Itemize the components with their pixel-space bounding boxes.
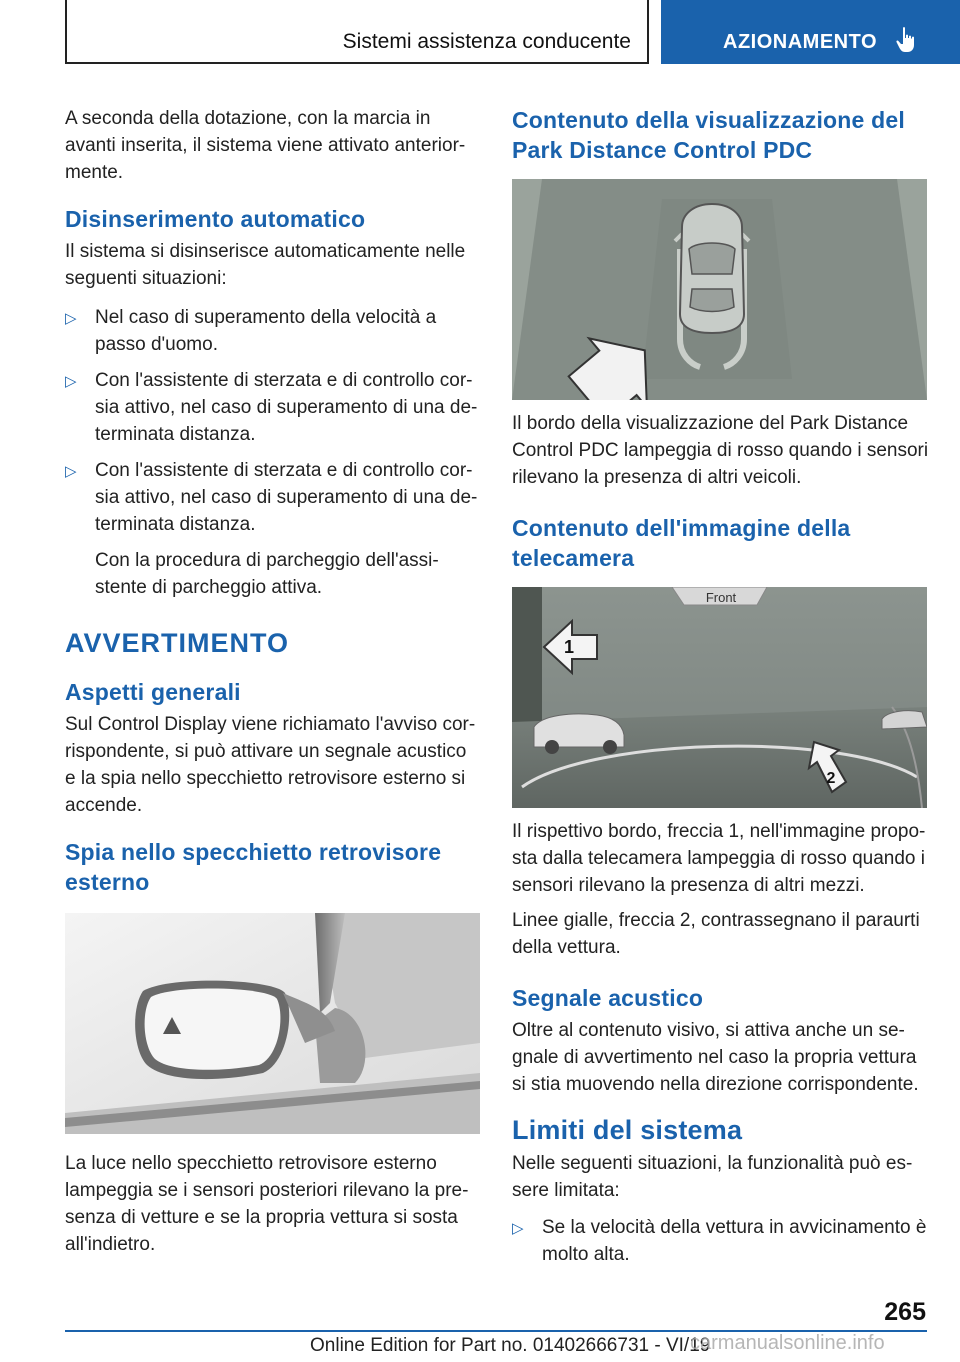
triangle-right-icon: ▷ <box>512 1220 524 1237</box>
camera-view-illustration <box>512 587 927 808</box>
pdc-drawing <box>512 179 927 400</box>
header-section-box <box>65 0 649 64</box>
auto-off-text: Il sistema si disinserisce automaticamente nelle seguenti situazioni: <box>65 241 466 289</box>
chapter-title: AZIONAMENTO <box>723 31 878 53</box>
chapter-tab[interactable] <box>661 0 960 64</box>
hand-pointer-icon <box>895 26 919 54</box>
limits-text: Nelle seguenti situazioni, la funzionalità può essere limitata: <box>512 1153 913 1201</box>
camera-arrow-1-label: 1 <box>563 637 575 657</box>
list-item: ▷ Nel caso di superamento della velocità a passo d'uomo. <box>65 307 437 355</box>
auto-off-heading: Disinserimento automatico <box>65 206 366 232</box>
general-heading: Aspetti generali <box>65 679 241 705</box>
mirror-illustration <box>65 913 480 1134</box>
camera-drawing <box>512 587 927 808</box>
camera-front-label: Front <box>705 590 737 605</box>
mirror-heading: Spia nello specchietto retrovisore esterno <box>65 839 442 895</box>
watermark-text: carmanualsonline.info <box>690 1332 885 1354</box>
edition-text: Online Edition for Part no. 01402666731 - VI/19 <box>310 1335 711 1356</box>
camera-caption-2: Linee gialle, freccia 2, contrassegnano il paraurti della vettura. <box>512 910 920 958</box>
right-column <box>512 105 930 1277</box>
page-number: 265 <box>884 1298 926 1326</box>
list-item: ▷ Se la velocità della vettura in avvicinamento è molto alta. <box>512 1217 927 1265</box>
camera-arrow-2-label: 2 <box>826 770 836 787</box>
general-text: Sul Control Display viene richiamato l'avviso corrispondente, si può attivare un segnale acustico e la spia nello specchietto retrovisore esterno si accende. <box>65 714 476 816</box>
triangle-right-icon: ▷ <box>65 310 77 327</box>
acoustic-text: Oltre al contenuto visivo, si attiva anche un segnale di avvertimento nel caso la propria vettura si stia muovendo nella direzione corrispondente. <box>512 1020 919 1095</box>
pdc-caption: Il bordo della visualizzazione del Park Distance Control PDC lampeggia di rosso quando i sensori rilevano la presenza di altri veicoli. <box>512 413 929 488</box>
intro-paragraph: A seconda della dotazione, con la marcia in avanti inserita, il sistema viene attivato anteriormente. <box>65 108 466 183</box>
list-item: ▷ Con l'assistente di sterzata e di controllo corsia attivo, nel caso di superamento di una determinata distanza. <box>65 370 478 445</box>
section-title: Sistemi assistenza conducente <box>342 30 631 53</box>
mirror-caption: La luce nello specchietto retrovisore esterno lampeggia se i sensori posteriori rilevano la presenza di vetture e se la propria vettura si sosta all'indietro. <box>65 1153 469 1255</box>
mirror-drawing <box>65 913 480 1134</box>
camera-caption-1: Il rispettivo bordo, freccia 1, nell'immagine proposta dalla telecamera lampeggia di rosso quando i sensori rilevano la presenza di altri mezzi. <box>512 821 926 896</box>
warning-heading: AVVERTIMENTO <box>65 628 290 658</box>
pdc-heading: Contenuto della visualizzazione del Park Distance Control PDC <box>512 107 905 163</box>
triangle-right-icon: ▷ <box>65 373 77 390</box>
pdc-display-illustration <box>512 179 927 400</box>
limits-heading: Limiti del sistema <box>512 1115 743 1145</box>
list-item: ▷ Con l'assistente di sterzata e di controllo corsia attivo, nel caso di superamento di una determinata distanza. <box>65 460 478 535</box>
acoustic-heading: Segnale acustico <box>512 985 704 1011</box>
bullet-continuation: Con la procedura di parcheggio dell'assistente di parcheggio attiva. <box>95 550 439 598</box>
triangle-right-icon: ▷ <box>65 463 77 480</box>
left-column <box>65 105 480 1266</box>
auto-off-list <box>65 304 480 538</box>
limits-list <box>512 1214 930 1268</box>
camera-heading: Contenuto dell'immagine della telecamera <box>512 515 851 571</box>
